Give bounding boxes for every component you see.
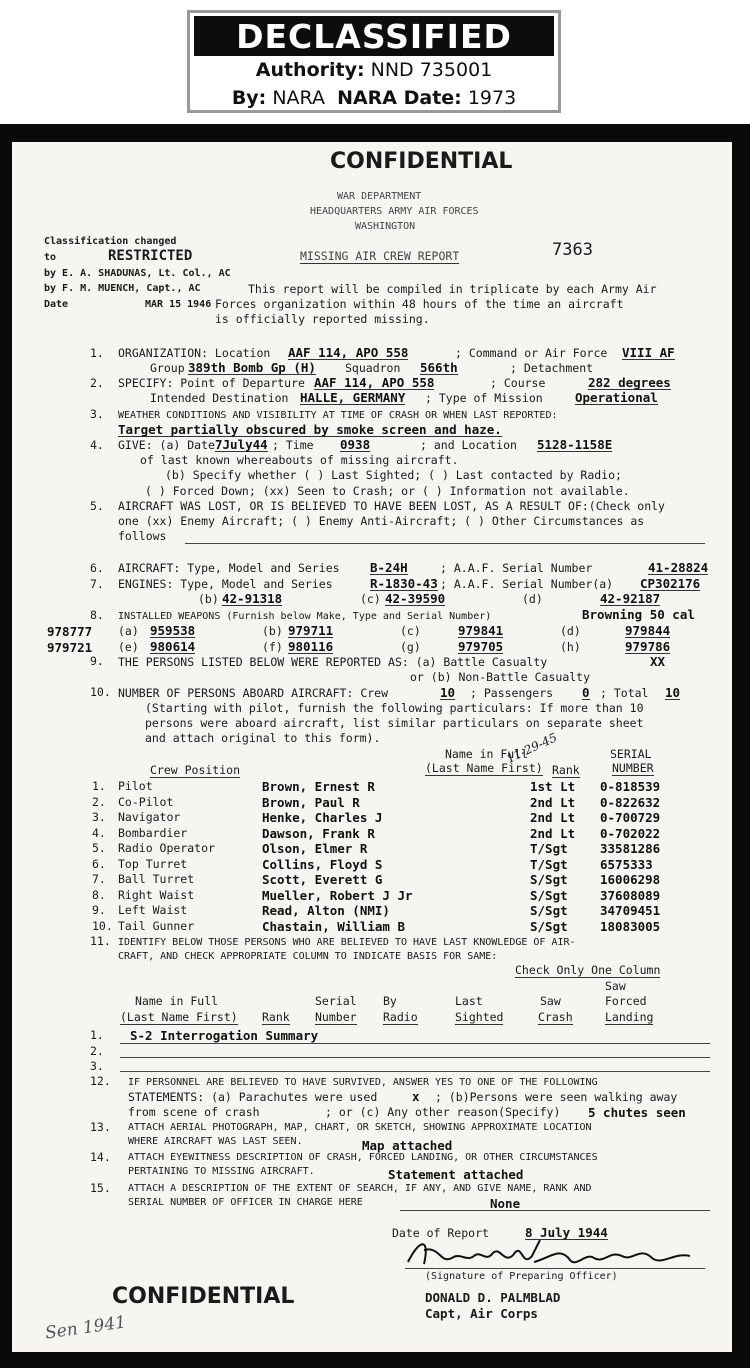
i9-line1: THE PERSONS LISTED BELOW WERE REPORTED AS: (a) Battle Casualty [118,655,548,669]
i7-b-label: (b) [198,592,219,606]
i12-line3: from scene of crash [128,1105,260,1119]
i2-departure: AAF 114, APO 558 [314,375,435,390]
i8-f: 980116 [288,639,334,654]
crew-serial-sub-header: NUMBER [612,761,654,775]
i1-group-label: Group [150,361,185,375]
i12-line2b: ; (b)Persons were seen walking away [435,1090,678,1104]
i11-by-header: By [383,994,397,1008]
i13-line1: ATTACH AERIAL PHOTOGRAPH, MAP, CHART, OR SKETCH, SHOWING APPROXIMATE LOCATION [128,1122,592,1133]
i7-a: CP302176 [640,576,701,591]
classification-by2: by F. M. MUENCH, Capt., AC [44,283,201,294]
i6-type: B-24H [370,560,408,575]
i11-line2: CRAFT, AND CHECK APPROPRIATE COLUMN TO INDICATE BASIS FOR SAME: [118,951,498,962]
crew-serial: 0-702022 [600,826,661,841]
crew-serial: 18083005 [600,919,661,934]
i11-radio-header: Radio [383,1010,418,1024]
crew-serial: 37608089 [600,888,661,903]
crew-row-number: 9. [92,903,106,917]
crew-position: Co-Pilot [118,795,174,809]
i8-g: 979705 [458,639,504,654]
i10-crew: 10 [440,685,456,700]
crew-position: Radio Operator [118,841,215,855]
i12-line1: IF PERSONNEL ARE BELIEVED TO HAVE SURVIVED, ANSWER YES TO ONE OF THE FOLLOWING [128,1077,598,1088]
i8-label: INSTALLED WEAPONS (Furnish below Make, Type and Serial Number) [118,611,492,622]
signature-caption: (Signature of Preparing Officer) [425,1271,618,1282]
i4-loc-label: ; and Location [420,438,517,452]
i1-squadron-label: Squadron [345,361,401,375]
classification-date-value: MAR 15 1946 [145,299,212,310]
i11-row1: S-2 Interrogation Summary [130,1028,319,1043]
i11-check: Check Only One Column [515,963,661,977]
i8-d: 979844 [625,623,671,638]
stamp-by [190,84,558,112]
confidential-heading: CONFIDENTIAL [330,149,513,174]
report-date-value: 8 July 1944 [525,1225,608,1240]
i7-d: 42-92187 [600,591,661,606]
crew-rank: 2nd Lt [530,795,576,810]
crew-serial: 34709451 [600,903,661,918]
i12-line2: STATEMENTS: (a) Parachutes were used [128,1090,378,1104]
crew-serial-header: SERIAL [610,747,652,761]
crew-position: Tail Gunner [118,919,195,933]
report-number: 7363 [552,240,593,260]
crew-serial: 0-818539 [600,779,661,794]
crew-row-number: 7. [92,872,106,886]
hand-note-bottom: Sen 1941 [43,1312,128,1344]
i4-label: GIVE: (a) Date [118,438,215,452]
i2-type: Operational [575,390,658,405]
i14-value: Statement attached [388,1167,524,1182]
item-number: 13. [90,1120,111,1134]
i10-line4: and attach original to this form). [145,731,381,745]
i2-course: 282 degrees [588,375,671,390]
i11-landing-header: Landing [605,1010,654,1024]
crew-name: Scott, Everett G [262,872,383,887]
i11-line1: IDENTIFY BELOW THOSE PERSONS WHO ARE BELIEVED TO HAVE LAST KNOWLEDGE OF AIR- [118,937,576,948]
i8-a: 959538 [150,623,196,638]
confidential-footer: CONFIDENTIAL [112,1284,295,1309]
crew-name: Brown, Ernest R [262,779,375,794]
i2-dest-label: Intended Destination [150,391,289,405]
instruction-line-2: Forces organization within 48 hours of the time an aircraft [215,297,624,311]
crew-row-number: 10. [92,919,113,933]
item-number: 9. [90,654,104,668]
crew-name: Chastain, William B [262,919,405,934]
i5-line1: AIRCRAFT WAS LOST, OR IS BELIEVED TO HAVE BEEN LOST, AS A RESULT OF:(Check only [118,499,665,513]
i8-margin-2: 979721 [47,640,93,655]
i11-serial-header: Serial [315,994,357,1008]
crew-row-number: 6. [92,857,106,871]
i10-pass: 0 [582,685,590,700]
i7-label: ENGINES: Type, Model and Series [118,577,333,591]
signature-rule [405,1268,705,1269]
i1-command: VIII AF [622,345,675,360]
i15-line2: SERIAL NUMBER OF OFFICER IN CHARGE HERE [128,1197,363,1208]
i8-b: 979711 [288,623,334,638]
i4-time: 0938 [340,437,371,452]
i13-line2: WHERE AIRCRAFT WAS LAST SEEN. [128,1136,303,1147]
i2-type-label: ; Type of Mission [425,391,543,405]
crew-serial: 33581286 [600,841,661,856]
i6-serial-label: ; A.A.F. Serial Number [440,561,593,575]
authority-value: NND 735001 [370,59,493,81]
classification-by1: by E. A. SHADUNAS, Lt. Col., AC [44,268,231,279]
crew-row-number: 2. [92,795,106,809]
i11-name-header: Name in Full [135,994,219,1008]
crew-rank: 2nd Lt [530,826,576,841]
i7-serial-label: ; A.A.F. Serial Number(a) [440,577,614,591]
i11-rule-2 [120,1057,710,1058]
i15-rule [400,1210,710,1211]
i4-loc: 5128-1158E [537,437,613,452]
crew-rank: S/Sgt [530,903,568,918]
i7-type: R-1830-43 [370,576,438,591]
i15-value: None [490,1196,521,1211]
classification-to-label: to [44,252,57,263]
i1-detachment-label: ; Detachment [510,361,594,375]
officer-name: DONALD D. PALMBLAD [425,1290,561,1305]
crew-name: Collins, Floyd S [262,857,383,872]
i12-line3b: ; or (c) Any other reason(Specify) [325,1105,561,1119]
item-number: 7. [90,577,104,591]
crew-serial: 16006298 [600,872,661,887]
i5-line2: one (xx) Enemy Aircraft; ( ) Enemy Anti-Aircraft; ( ) Other Circumstances as [118,514,645,528]
crew-rank: 2nd Lt [530,810,576,825]
crew-row-number: 5. [92,841,106,855]
i7-c: 42-39590 [385,591,446,606]
i4-time-label: ; Time [272,438,314,452]
i2-course-label: ; Course [490,376,546,390]
item-number: 8. [90,608,104,622]
crew-row-number: 3. [92,810,106,824]
authority-label: Authority: [255,59,365,81]
i11-rank-header: Rank [262,1010,290,1024]
crew-name-header: Name in Full [445,747,529,761]
crew-position: Bombardier [118,826,188,840]
i1-location: AAF 114, APO 558 [288,345,409,360]
item-number: 12. [90,1074,111,1088]
i8-e: 980614 [150,639,196,654]
i8-h: 979786 [625,639,671,654]
item-number: 11. [90,934,111,948]
item-number: 15. [90,1181,111,1195]
crew-rank-header: Rank [552,763,580,777]
nara-date-label: NARA Date: [337,87,462,109]
crew-name: Brown, Paul R [262,795,360,810]
i11-saw-crash-header: Saw [540,994,561,1008]
dept-line: WAR DEPARTMENT [337,191,422,202]
item-number: 3. [90,407,104,421]
i12-mark: x [412,1089,420,1104]
crew-serial: 6575333 [600,857,653,872]
declassified-stamp [187,10,561,113]
crew-serial: 0-822632 [600,795,661,810]
i2-label: SPECIFY: Point of Departure [118,376,305,390]
i13-value: Map attached [362,1138,453,1153]
crew-name: Dawson, Frank R [262,826,375,841]
i11-sighted-header: Sighted [455,1010,504,1024]
by-value: NARA [272,87,325,109]
crew-name: Mueller, Robert J Jr [262,888,413,903]
i9-line2: or (b) Non-Battle Casualty [410,670,591,684]
item-number: 6. [90,561,104,575]
crew-position: Top Turret [118,857,188,871]
i2-dest: HALLE, GERMANY [300,390,406,405]
i4-date: 7July44 [215,437,268,452]
instruction-line-1: This report will be compiled in triplicate by each Army Air [248,282,657,296]
crew-position: Left Waist [118,903,188,917]
classification-to-value: RESTRICTED [108,248,193,264]
i11-last-header: Last [455,994,483,1008]
i5-line3: follows [118,529,167,543]
crew-row-number: 1. [92,779,106,793]
i14-line1: ATTACH EYEWITNESS DESCRIPTION OF CRASH, FORCED LANDING, OR OTHER CIRCUMSTANCES [128,1152,598,1163]
crew-position-header: Crew Position [150,763,241,777]
i10-line3: persons were aboard aircraft, list similar particulars on separate sheet [145,716,644,730]
i14-line2: PERTAINING TO MISSING AIRCRAFT. [128,1166,315,1177]
item-number: 14. [90,1150,111,1164]
i11-crash-header: Crash [538,1010,573,1024]
crew-position: Right Waist [118,888,195,902]
report-title: MISSING AIR CREW REPORT [300,249,460,263]
crew-row-number: 8. [92,888,106,902]
item-number: 1. [90,346,104,360]
i10-pass-label: ; Passengers [470,686,554,700]
i6-label: AIRCRAFT: Type, Model and Series [118,561,340,575]
i4-line4: ( ) Forced Down; (xx) Seen to Crash; or ( ) Information not available. [145,484,630,498]
i4-line3: (b) Specify whether ( ) Last Sighted; ( ) Last contacted by Radio; [165,468,622,482]
item-number: 2. [90,376,104,390]
i5-line [185,543,705,544]
i10-line2: (Starting with pilot, furnish the following particulars: If more than 10 [145,701,644,715]
i4-line2: of last known whereabouts of missing aircraft. [140,453,459,467]
item-number: 5. [90,499,104,513]
crew-name: Olson, Elmer R [262,841,368,856]
city-line: WASHINGTON [355,221,416,232]
i1-group: 389th Bomb Gp (H) [188,360,316,375]
i12-reason: 5 chutes seen [588,1105,686,1120]
stamp-authority [190,56,558,84]
i10-label: NUMBER OF PERSONS ABOARD AIRCRAFT: Crew [118,686,389,700]
crew-position: Ball Turret [118,872,195,886]
crew-rank: S/Sgt [530,888,568,903]
crew-name: Read, Alton (NMI) [262,903,390,918]
i7-b: 42-91318 [222,591,283,606]
hand-note-date: 11-29-45 [504,730,560,766]
crew-serial: 0-700729 [600,810,661,825]
i9-battle: XX [650,654,666,669]
i3-label: WEATHER CONDITIONS AND VISIBILITY AT TIME OF CRASH OR WHEN LAST REPORTED: [118,410,558,421]
item-number: 4. [90,438,104,452]
i1-squadron: 566th [420,360,458,375]
i1-command-label: ; Command or Air Force [455,346,608,360]
i11-rule-1 [120,1043,710,1044]
crew-rank: S/Sgt [530,872,568,887]
hq-line: HEADQUARTERS ARMY AIR FORCES [310,206,479,217]
i3-value: Target partially obscured by smoke screen and haze. [118,422,502,437]
crew-rank: T/Sgt [530,841,568,856]
i7-d-label: (d) [522,592,543,606]
i11-saw-header: Saw [605,979,626,993]
crew-name-sub-header: (Last Name First) [425,761,543,775]
i11-rule-3 [120,1071,710,1072]
crew-rank: T/Sgt [530,857,568,872]
crew-rank: 1st Lt [530,779,576,794]
i11-lastname-header: (Last Name First) [120,1010,238,1024]
i1-label: ORGANIZATION: Location [118,346,271,360]
by-label: By: [231,87,267,109]
i6-serial: 41-28824 [648,560,709,575]
classification-changed: Classification changed [44,236,177,247]
classification-date-label: Date [44,299,69,310]
i15-line1: ATTACH A DESCRIPTION OF THE EXTENT OF SEARCH, IF ANY, AND GIVE NAME, RANK AND [128,1183,592,1194]
instruction-line-3: is officially reported missing. [215,312,430,326]
i10-total: 10 [665,685,681,700]
i8-margin-1: 978777 [47,624,93,639]
crew-row-number: 4. [92,826,106,840]
nara-date-value: 1973 [467,87,517,109]
i8-make: Browning 50 cal [582,607,695,622]
i7-c-label: (c) [360,592,381,606]
crew-name: Henke, Charles J [262,810,383,825]
i11-forced-header: Forced [605,994,647,1008]
crew-rank: S/Sgt [530,919,568,934]
crew-position: Pilot [118,779,153,793]
i11-number-header: Number [315,1010,357,1024]
report-date-label: Date of Report [392,1226,489,1240]
item-number: 10. [90,685,111,699]
officer-signature [400,1232,700,1272]
officer-rank: Capt, Air Corps [425,1306,538,1321]
i10-total-label: ; Total [600,686,649,700]
crew-position: Navigator [118,810,181,824]
stamp-title: DECLASSIFIED [194,16,554,56]
i8-c: 979841 [458,623,504,638]
